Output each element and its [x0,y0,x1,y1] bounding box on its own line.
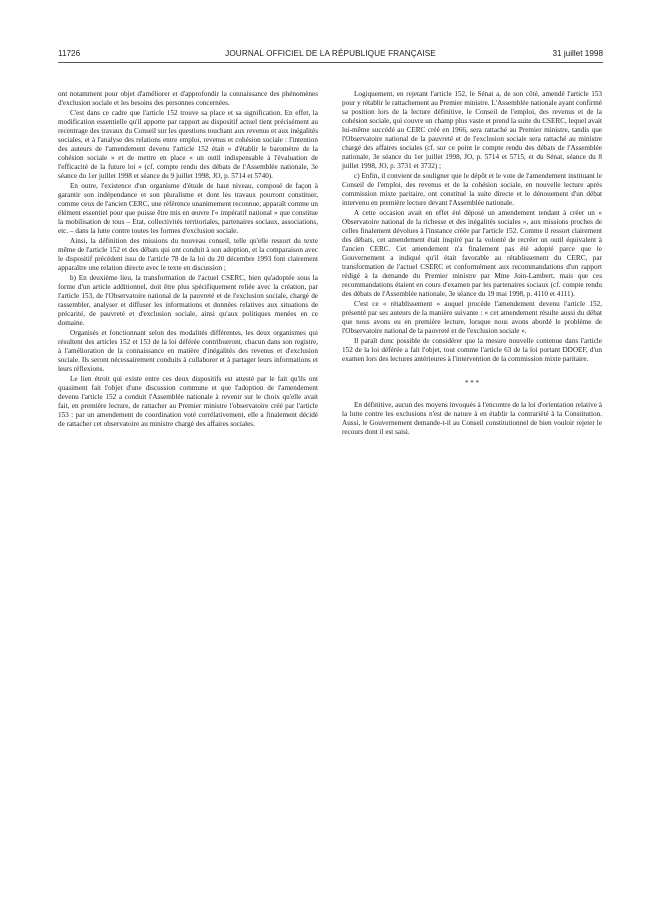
paragraph: ont notamment pour objet d'améliorer et d'approfondir la connaissance des phénomènes d'exclusion sociale et les besoins des personnes concernées. [58,90,318,107]
paragraph: Le lien étroit qui existe entre ces deux dispositifs est attesté par le fait qu'ils ont quasiment fait l'objet d'une discussion commune et que l'adoption de l'amendement devenu l'article 152 a conduit l'Assemblée nationale à revenir sur le choix qu'elle avait fait, en première lecture, de rattacher au Premier ministre l'observatoire créé par l'article 153 : par un amendement de coordination voté corrélativement, elle a finalement décidé de rattacher cet observatoire au ministre chargé des affaires sociales. [58,375,318,428]
section-separator: * * * [465,379,479,387]
header-rule [58,62,603,63]
paragraph: A cette occasion avait en effet été déposé un amendement tendant à créer un « Observatoire national de la richesse et des inégalités sociales », aux missions proches de celles finalement dévolues à l'instance créée par l'article 152. Comme il ressort clairement des débats, cet amendement était inspiré par la volonté de recréer un outil équivalent à l'ancien CERC. Cet amendement n'a finalement pas été adopté parce que le Gouvernement a indiqué qu'il était favorable au rétablissement du CERC, par transformation de l'actuel CSERC et conformément aux recommandations d'un rapport rédigé à la demande du Premier ministre par Mme Join-Lambert, mais que ces recommandations étaient en cours d'examen par les partenaires sociaux (cf. compte rendu des débats de l'Assemblée nationale, 3e séance du 19 mai 1998, p. 4110 et 4111). [342,209,602,298]
paragraph: Logiquement, en rejetant l'article 152, le Sénat a, de son côté, amendé l'article 153 pour y rétablir le rattachement au Premier ministre. L'Assemblée nationale ayant confirmé sa position lors de la lecture définitive, le Conseil de l'emploi, des revenus et de la cohésion sociale, qui couvre un champ plus vaste et prend la suite du CSERC, lequel avait lui-même succédé au CERC créé en 1966, sera rattaché au Premier ministre, tandis que l'Observatoire national de la pauvreté et de l'exclusion sociale sera rattaché au ministre chargé des affaires sociales (cf. sur ce point le compte rendu des débats de l'Assemblée nationale, 3e séance du 1er juillet 1998, JO, p. 5714 et 5715, et du Sénat, séance du 8 juillet 1998, JO, p. 3731 et 3732) ; [342,90,602,170]
paragraph: Ainsi, la définition des missions du nouveau conseil, telle qu'elle ressort du texte même de l'article 152 et des débats qui ont conduit à son adoption, et la comparaison avec le dispositif précédent issu de l'article 78 de la loi du 20 décembre 1993 font clairement apparaître une relation directe avec le texte en discussion ; [58,237,318,272]
conclusion-paragraph: En définitive, aucun des moyens invoqués à l'encontre de la loi d'orientation relative à la lutte contre les exclusions n'est de nature à en établir la contrariété à la Constitution. Aussi, le Gouvernement demande-t-il au Conseil constitutionnel de bien vouloir rejeter le recours dont il est saisi. [342,401,602,436]
paragraph: c) Enfin, il convient de souligner que le dépôt et le vote de l'amendement instituant le Conseil de l'emploi, des revenus et de la cohésion sociale, en nouvelle lecture après commission mixte paritaire, ont constitué la suite directe et le dénouement d'un débat intervenu en première lecture devant l'Assemblée nationale. [342,172,602,207]
page-number: 11726 [58,49,81,58]
left-column [58,90,318,430]
paragraph: b) En deuxième lieu, la transformation de l'actuel CSERC, bien qu'adoptée sous la forme d'un article additionnel, doit être plus spécifiquement reliée avec la création, par l'article 153, de l'Observatoire national de la pauvreté et de l'exclusion sociale, chargé de rassembler, analyser et diffuser les informations et données relatives aux situations de précarité, de pauvreté et d'exclusion sociale, ainsi qu'aux politiques menées en ce domaine. [58,274,318,327]
page-header [58,49,603,63]
paragraph: Il paraît donc possible de considérer que la mesure nouvelle contenue dans l'article 152 de la loi déférée a fait l'objet, tout comme l'article 63 de la loi portant DDOEF, d'un examen lors des lectures antérieures à l'intervention de la commission mixte paritaire. [342,337,602,363]
paragraph: C'est ce « rétablissement » auquel procède l'amendement devenu l'article 152, présenté par ses auteurs de la manière suivante : « cet amendement résulte aussi du débat que nous avons eu en première lecture, lorsque nous avons abordé le problème de l'Observatoire national de la pauvreté et de l'exclusion sociale ». [342,300,602,335]
paragraph: Organisés et fonctionnant selon des modalités différentes, les deux organismes qui résultent des articles 152 et 153 de la loi déférée contribueront, chacun dans son registre, à l'amélioration de la connaissance en matière d'inégalités des revenus et d'exclusion sociale. Ils seront nécessairement conduits à collaborer et à partager leurs informations et leurs réflexions. [58,329,318,373]
right-column [342,90,602,438]
journal-title: JOURNAL OFFICIEL DE LA RÉPUBLIQUE FRANÇAISE [225,49,436,58]
paragraph: En outre, l'existence d'un organisme d'étude de haut niveau, composé de façon à garantir son indépendance et son pluralisme et dont les travaux pourront constituer, comme ceux de l'ancien CERC, une référence unanimement reconnue, apparaît comme un élément essentiel pour que puisse être mis en œuvre l'« impératif national » que constitue la mobilisation de tous – Etat, collectivités territoriales, partenaires sociaux, associations, etc. – dans la lutte contre toutes les formes d'exclusion sociale. [58,182,318,235]
issue-date: 31 juillet 1998 [552,49,603,58]
paragraph: C'est dans ce cadre que l'article 152 trouve sa place et sa signification. En effet, la modification essentielle qu'il apporte par rapport au dispositif actuel tient précisément au recentrage des travaux du Conseil sur les questions touchant aux revenus et aux inégalités sociales, et à l'analyse des relations entre emploi, revenus et cohésion sociale : l'intention des auteurs de l'amendement devenu l'article 152 était « d'établir le baromètre de la cohésion sociale » et de mettre en place « un outil indispensable à l'évaluation de l'efficacité de la future loi » (cf. compte rendu des débats de l'Assemblée nationale, 3e séance du 1er juillet 1998 et séance du 9 juillet 1998, JO, p. 5714 et 5740). [58,109,318,180]
